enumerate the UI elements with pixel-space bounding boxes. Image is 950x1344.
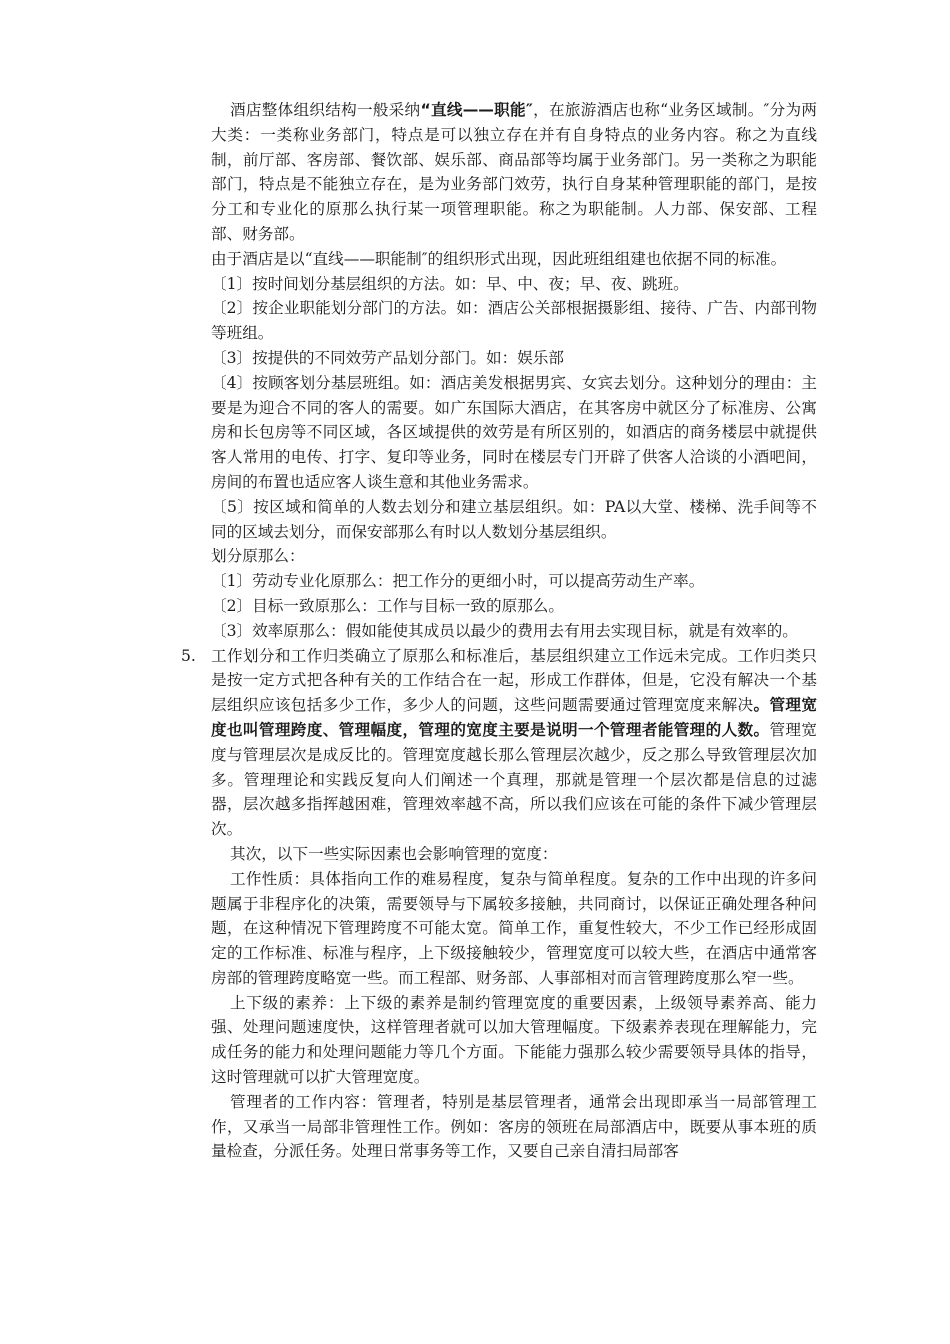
text-run: 管理者的工作内容：管理者，特别是基层管理者，通常会出现即承当一局部管理工作，又承当一局部非管理性工作。例如：客房的领班在局部酒店中，既要从事本班的质量检查，分派任务。处理日常事务等工作，又要自己亲自清扫局部客 xyxy=(211,1092,817,1161)
text-run: 〔4〕按顾客划分基层班组。如：酒店美发根据男宾、女宾去划分。这种划分的理由：主要是为迎合不同的客人的需要。如广东国际大酒店，在其客房中就区分了标准房、公寓房和长包房等不同区域，各区域提供的效劳是有所区别的，如酒店的商务楼层中就提供客人常用的电传、打字、复印等业务，同时在楼层专门开辟了供客人洽谈的小酒吧间，房间的布置也适应客人谈生意和其他业务需求。 xyxy=(211,373,817,491)
text-run: 〔3〕按提供的不同效劳产品划分部门。如：娱乐部 xyxy=(211,348,564,367)
paragraph xyxy=(211,495,817,545)
paragraph xyxy=(211,991,817,1090)
paragraph xyxy=(211,867,817,991)
text-run: 上下级的素养：上下级的素养是制约管理宽度的重要因素，上级领导素养高、能力强、处理问题速度快，这样管理者就可以加大管理幅度。下级素养表现在理解能力，完成任务的能力和处理问题能力等几个方面。下能能力强那么较少需要领导具体的指导，这时管理就可以扩大管理宽度。 xyxy=(211,993,817,1087)
text-run: 〔2〕目标一致原那么：工作与目标一致的原那么。 xyxy=(211,596,564,615)
text-run: 管理宽度与管理层次是成反比的。管理宽度越长那么管理层次越少，反之那么导致管理层次加多。管理理论和实践反复向人们阐述一个真理，那就是管理一个层次都是信息的过滤器，层次越多指挥越困难，管理效率越不高，所以我们应该在可能的条件下减少管理层次。 xyxy=(211,720,817,839)
paragraph xyxy=(211,346,817,371)
paragraph xyxy=(211,247,817,272)
paragraph xyxy=(211,296,817,346)
text-run: 〔2〕按企业职能划分部门的方法。如：酒店公关部根据摄影组、接待、广告、内部刊物等班组。 xyxy=(211,299,817,343)
text-run: ，在旅游酒店也称“业务区域制。″分为两大类：一类称业务部门，特点是可以独立存在并有自身特点的业务内容。称之为直线制，前厅部、客房部、餐饮部、娱乐部、商品部等均属于业务部门。另一类称之为职能部门，特点是不能独立存在，是为业务部门效劳，执行自身某种管理职能的部门，是按分工和专业化的原那么执行某一项管理职能。称之为职能制。人力部、保安部、工程部、财务部。 xyxy=(211,101,817,243)
paragraph xyxy=(181,644,817,842)
bold-text: “直线——职能″ xyxy=(420,101,533,119)
paragraph xyxy=(211,569,817,594)
text-run: 〔1〕按时间划分基层组织的方法。如：早、中、夜；早、夜、跳班。 xyxy=(211,274,689,293)
document-body xyxy=(181,98,817,1164)
text-run: 工作划分和工作归类确立了原那么和标准后，基层组织建立工作远未完成。工作归类只是按一定方式把各种有关的工作结合在一起，形成工作群体，但是，它没有解决一个基层组织应该包括多少工作，多少人的问题，这些问题需要通过管理宽度来解决 xyxy=(211,646,817,715)
paragraph xyxy=(211,619,817,644)
paragraph xyxy=(211,842,817,867)
list-number: 5. xyxy=(181,646,196,665)
paragraph xyxy=(211,371,817,495)
text-run: 其次，以下一些实际因素也会影响管理的宽度： xyxy=(230,844,558,863)
paragraph xyxy=(211,1090,817,1164)
text-run: 〔5〕按区域和简单的人数去划分和建立基层组织。如：PA以大堂、楼梯、洗手间等不同的区域去划分，而保安部那么有时以人数划分基层组织。 xyxy=(211,497,817,541)
paragraph xyxy=(211,272,817,297)
text-run: 〔3〕效率原那么：假如能使其成员以最少的费用去有用去实现目标，就是有效率的。 xyxy=(211,621,798,640)
paragraph xyxy=(211,544,817,569)
text-run: 由于酒店是以“直线——职能制″的组织形式出现，因此班组组建也依据不同的标准。 xyxy=(211,249,787,268)
paragraph xyxy=(211,594,817,619)
text-run: 划分原那么： xyxy=(211,547,305,566)
paragraph xyxy=(211,98,817,247)
bold-text: 。管理宽度也叫管理跨度、管理幅度，管理的宽度主要是说明一个管理者能管理的人数。 xyxy=(211,696,817,739)
text-run: 工作性质：具体指向工作的难易程度，复杂与简单程度。复杂的工作中出现的许多问题属于非程序化的决策，需要领导与下属较多接触，共同商讨，以保证正确处理各种问题，在这种情况下管理跨度不可能太宽。简单工作，重复性较大，不少工作已经形成固定的工作标准、标准与程序，上下级接触较少，管理宽度可以较大些，在酒店中通常客房部的管理跨度略宽一些。而工程部、财务部、人事部相对而言管理跨度那么窄一些。 xyxy=(211,869,817,987)
text-run: 〔1〕劳动专业化原那么：把工作分的更细小时，可以提高劳动生产率。 xyxy=(211,572,705,591)
text-run: 酒店整体组织结构一般采纳 xyxy=(230,101,421,119)
